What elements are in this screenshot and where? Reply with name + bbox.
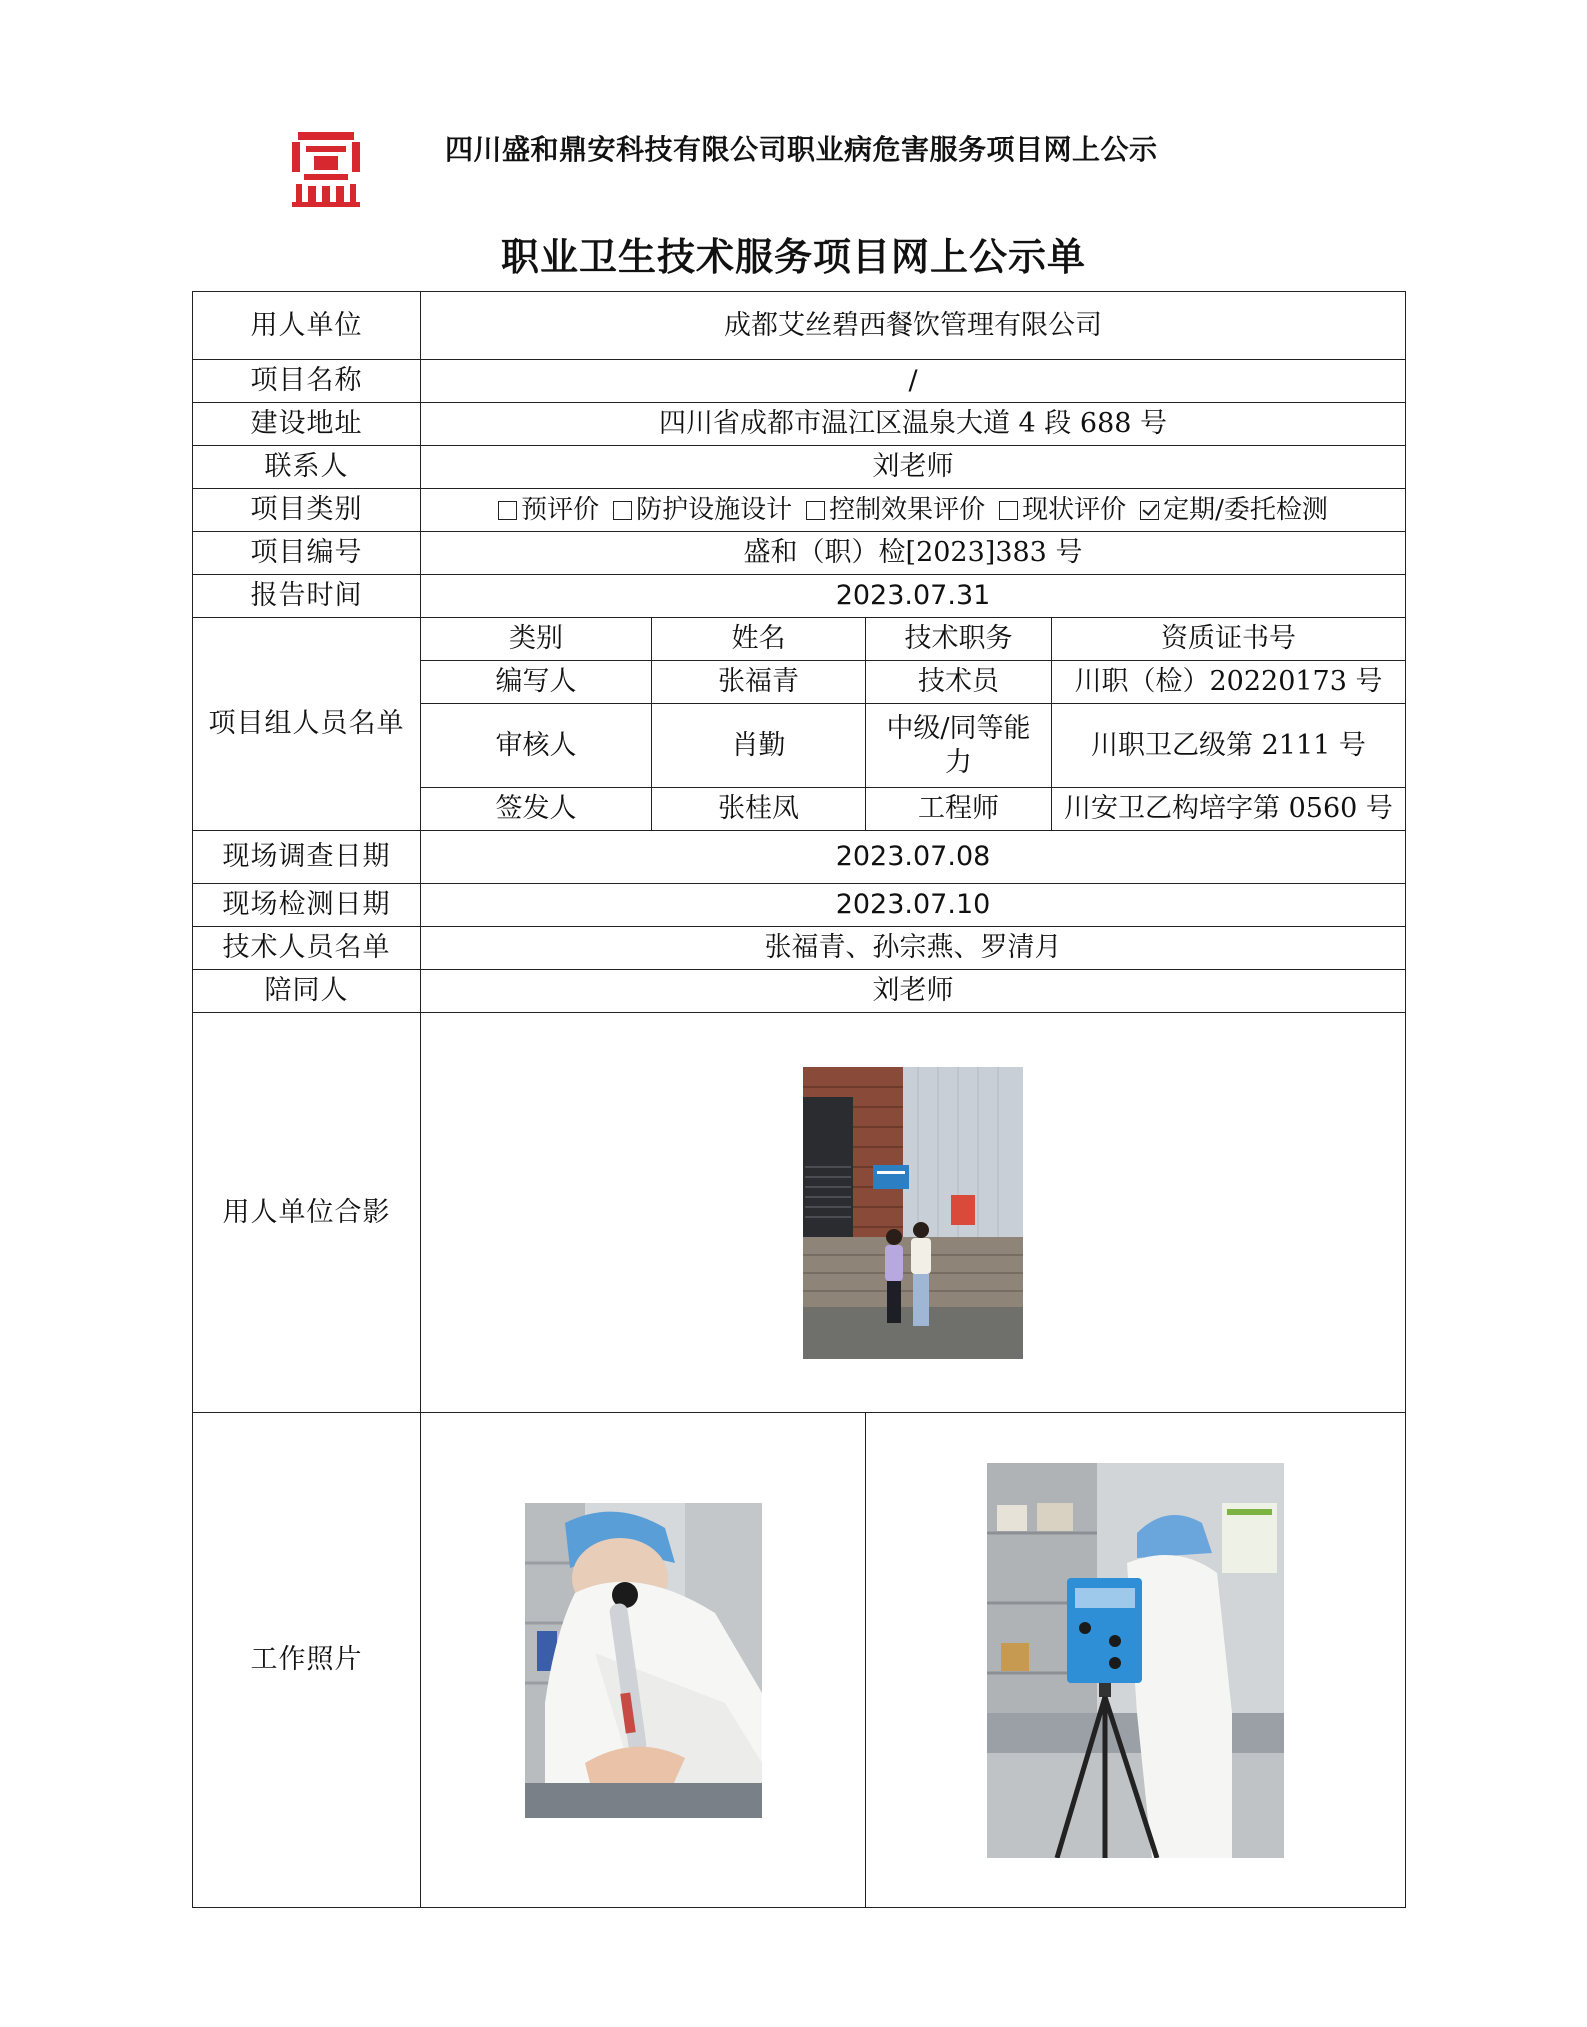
sheng-seal-logo-icon [288,130,364,208]
row-address [193,403,1406,446]
contact-value: 刘老师 [421,446,1406,489]
row-group-photo [193,1013,1406,1413]
team-cert: 川职卫乙级第 2111 号 [1052,704,1406,788]
checkbox-icon[interactable] [806,501,825,520]
company-title: 四川盛和鼎安科技有限公司职业病危害服务项目网上公示 [445,133,1158,166]
group-photo-cell [421,1013,1406,1413]
companion-label: 陪同人 [193,970,421,1013]
work-photo-sound-meter [525,1503,762,1818]
survey-date-value: 2023.07.08 [421,831,1406,884]
category-option-pre-eval[interactable]: 预评价 [498,494,599,527]
employer-label: 用人单位 [193,292,421,360]
address-value: 四川省成都市温江区温泉大道 4 段 688 号 [421,403,1406,446]
detect-date-value: 2023.07.10 [421,884,1406,927]
address-label: 建设地址 [193,403,421,446]
category-options [421,489,1406,532]
category-option-periodic-detection[interactable]: 定期/委托检测 [1140,494,1328,527]
checkbox-checked-icon[interactable] [1140,501,1159,520]
row-work-photos [193,1413,1406,1908]
team-role: 签发人 [421,788,652,831]
category-option-control-eval[interactable]: 控制效果评价 [806,494,985,527]
row-employer [193,292,1406,360]
companion-value: 刘老师 [421,970,1406,1013]
row-companion [193,970,1406,1013]
row-technicians [193,927,1406,970]
report-time-value: 2023.07.31 [421,575,1406,618]
team-title: 工程师 [866,788,1052,831]
row-contact [193,446,1406,489]
team-header-role: 类别 [421,618,652,661]
detect-date-label: 现场检测日期 [193,884,421,927]
project-name-value: / [421,360,1406,403]
project-no-label: 项目编号 [193,532,421,575]
survey-date-label: 现场调查日期 [193,831,421,884]
work-photos-label: 工作照片 [193,1413,421,1908]
team-name: 肖勤 [652,704,866,788]
project-no-value: 盛和（职）检[2023]383 号 [421,532,1406,575]
team-label: 项目组人员名单 [193,618,421,831]
team-header-title: 技术职务 [866,618,1052,661]
notice-table [192,291,1406,1908]
category-option-protection-design[interactable]: 防护设施设计 [613,494,792,527]
team-role: 审核人 [421,704,652,788]
category-option-status-eval[interactable]: 现状评价 [999,494,1126,527]
project-name-label: 项目名称 [193,360,421,403]
row-category [193,489,1406,532]
row-project-no [193,532,1406,575]
contact-label: 联系人 [193,446,421,489]
team-title: 技术员 [866,661,1052,704]
work-photo-cell-left [421,1413,866,1908]
row-detect-date [193,884,1406,927]
row-project-name [193,360,1406,403]
work-photo-cell-right [866,1413,1406,1908]
team-cert: 川职（检）20220173 号 [1052,661,1406,704]
employer-value: 成都艾丝碧西餐饮管理有限公司 [421,292,1406,360]
report-time-label: 报告时间 [193,575,421,618]
team-cert: 川安卫乙构培字第 0560 号 [1052,788,1406,831]
company-logo [288,130,364,208]
team-name: 张福青 [652,661,866,704]
team-header-cert: 资质证书号 [1052,618,1406,661]
team-header-name: 姓名 [652,618,866,661]
group-photo [803,1067,1023,1359]
row-survey-date [193,831,1406,884]
checkbox-icon[interactable] [613,501,632,520]
checkbox-icon[interactable] [498,501,517,520]
technicians-label: 技术人员名单 [193,927,421,970]
category-label: 项目类别 [193,489,421,532]
work-photo-dust-sampler [987,1463,1284,1858]
team-name: 张桂凤 [652,788,866,831]
group-photo-label: 用人单位合影 [193,1013,421,1413]
team-header-row [193,618,1406,661]
team-title: 中级/同等能力 [866,704,1052,788]
technicians-value: 张福青、孙宗燕、罗清月 [421,927,1406,970]
document-title: 职业卫生技术服务项目网上公示单 [500,234,1086,279]
team-role: 编写人 [421,661,652,704]
checkbox-icon[interactable] [999,501,1018,520]
row-report-time [193,575,1406,618]
